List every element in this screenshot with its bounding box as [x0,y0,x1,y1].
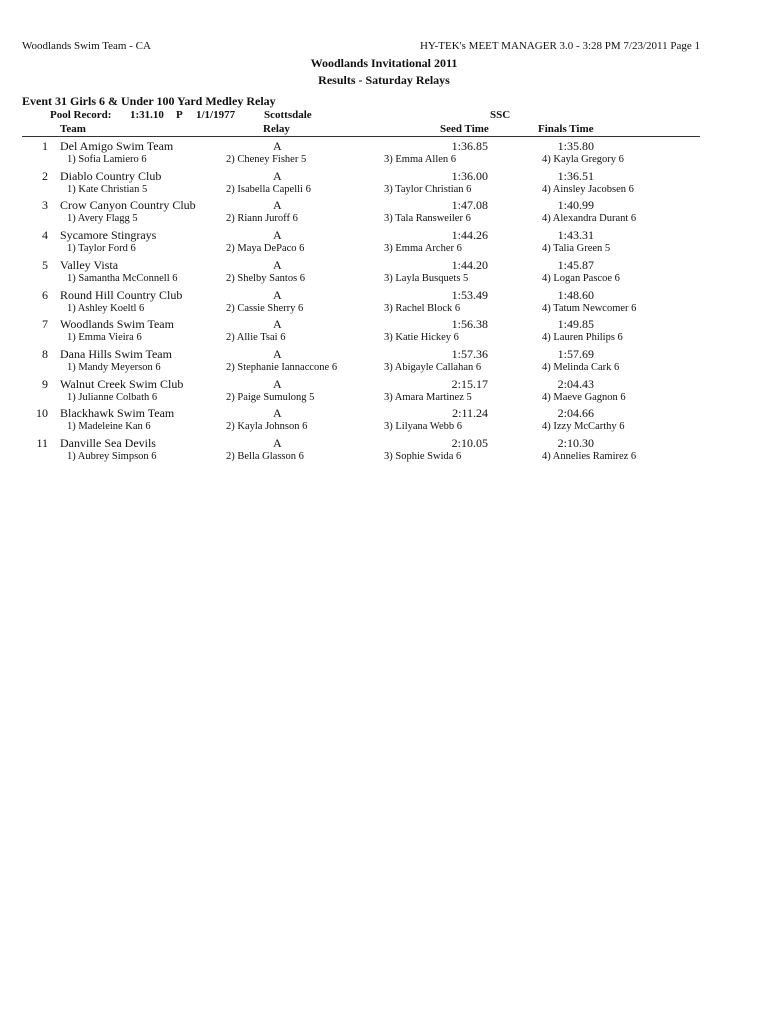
swimmer-4: 4) Izzy McCarthy 6 [542,421,625,433]
swimmer-1: 1) Mandy Meyerson 6 [67,361,161,373]
swimmer-1: 1) Avery Flagg 5 [67,213,138,225]
swimmer-3: 3) Taylor Christian 6 [384,183,472,195]
team-name: Blackhawk Swim Team [60,406,175,421]
seed-time: 2:15.17 [451,376,488,391]
swimmer-3: 3) Tala Ransweiler 6 [384,213,471,225]
result-row [0,377,768,407]
swimmer-3: 3) Katie Hickey 6 [384,332,459,344]
place-cell: 8 [42,346,48,361]
seed-time: 2:10.05 [451,436,488,450]
pool-record-label: Pool Record: [50,109,112,121]
seed-time: 2:11.24 [452,406,488,421]
place-cell: 1 [42,139,48,153]
col-team: Team [60,123,86,135]
swimmer-2: 2) Cheney Fisher 5 [226,154,307,165]
seed-time: 1:44.20 [451,257,488,272]
swimmer-4: 4) Logan Pascoe 6 [542,272,620,284]
swimmer-4: 4) Ainsley Jacobsen 6 [542,183,634,195]
place-cell: 3 [42,198,48,213]
team-name: Diablo Country Club [60,168,162,183]
swimmer-4: 4) Alexandra Durant 6 [542,213,637,225]
relay-letter: A [273,287,282,302]
seed-time: 1:53.49 [451,287,488,302]
swimmer-2: 2) Maya DePaco 6 [226,243,305,255]
finals-time: 1:48.60 [557,287,594,302]
finals-time: 2:04.43 [557,376,594,391]
relay-letter: A [273,228,282,243]
swimmer-4: 4) Lauren Philips 6 [542,332,623,344]
swimmer-3: 3) Layla Busquets 5 [384,272,469,284]
swimmer-3: 3) Lilyana Webb 6 [384,421,462,433]
place-cell: 6 [42,287,48,302]
place-cell: 10 [36,406,48,421]
relay-letter: A [273,198,282,213]
place-cell: 9 [42,376,48,391]
pool-record-ssc: SSC [490,109,511,121]
result-row [0,406,768,436]
swimmer-3: 3) Emma Archer 6 [384,243,462,255]
finals-time: 2:10.30 [557,436,594,450]
pool-record-flag: P [176,109,183,121]
swimmer-3: 3) Sophie Swida 6 [384,451,462,462]
swimmer-4: 4) Tatum Newcomer 6 [542,302,637,314]
team-name: Valley Vista [60,257,119,272]
meet-title: Woodlands Invitational 2011 [310,56,458,70]
result-row [0,169,768,199]
seed-time: 1:44.26 [451,228,488,243]
relay-letter: A [273,257,282,272]
swimmer-4: 4) Kayla Gregory 6 [542,154,624,165]
swimmer-4: 4) Talia Green 5 [542,243,611,255]
swimmer-4: 4) Annelies Ramirez 6 [542,451,637,462]
finals-time: 1:45.87 [557,257,594,272]
result-row [0,288,768,318]
col-finals-time: Finals Time [538,123,594,135]
pool-record-date: 1/1/1977 [196,109,236,121]
place-cell: 2 [42,168,48,183]
place-cell: 7 [42,317,48,332]
finals-time: 1:49.85 [557,317,594,332]
team-name: Sycamore Stingrays [60,228,157,243]
col-seed-time: Seed Time [440,123,489,135]
swimmer-2: 2) Isabella Capelli 6 [226,183,311,195]
place-cell: 11 [36,436,48,450]
team-name: Woodlands Swim Team [60,317,174,332]
event-title: Event 31 Girls 6 & Under 100 Yard Medley Relay [22,94,276,108]
result-row [0,436,768,466]
swimmer-1: 1) Aubrey Simpson 6 [67,451,157,462]
seed-time: 1:56.38 [451,317,488,332]
relay-letter: A [273,317,282,332]
swimmer-1: 1) Taylor Ford 6 [67,243,136,255]
seed-time: 1:36.00 [451,168,488,183]
relay-letter: A [273,406,282,421]
result-row [0,228,768,258]
swimmer-3: 3) Abigayle Callahan 6 [384,361,482,373]
finals-time: 1:57.69 [557,346,594,361]
swimmer-1: 1) Julianne Colbath 6 [67,391,158,403]
relay-letter: A [273,139,282,153]
pool-record-team: Scottsdale [264,109,312,121]
swimmer-3: 3) Rachel Block 6 [384,302,461,314]
team-name: Walnut Creek Swim Club [60,376,184,391]
team-name: Crow Canyon Country Club [60,198,196,213]
swimmer-1: 1) Ashley Koeltl 6 [67,302,145,314]
swimmer-1: 1) Samantha McConnell 6 [67,272,178,284]
swimmer-2: 2) Shelby Santos 6 [226,272,306,284]
finals-time: 1:43.31 [557,228,594,243]
header-left: Woodlands Swim Team - CA [22,40,151,52]
swimmer-4: 4) Melinda Cark 6 [542,361,620,373]
relay-letter: A [273,168,282,183]
relay-letter: A [273,376,282,391]
swimmer-1: 1) Emma Vieira 6 [67,332,142,344]
swimmer-1: 1) Madeleine Kan 6 [67,421,151,433]
results-subtitle: Results - Saturday Relays [318,73,450,87]
team-name: Danville Sea Devils [60,436,156,450]
finals-time: 1:40.99 [557,198,594,213]
team-name: Del Amigo Swim Team [60,139,174,153]
seed-time: 1:57.36 [451,346,488,361]
finals-time: 2:04.66 [557,406,594,421]
swimmer-2: 2) Cassie Sherry 6 [226,302,304,314]
finals-time: 1:36.51 [557,168,594,183]
seed-time: 1:47.08 [451,198,488,213]
relay-letter: A [273,436,282,450]
swimmer-2: 2) Bella Glasson 6 [226,451,304,462]
swimmer-2: 2) Allie Tsai 6 [226,332,286,344]
result-row [0,198,768,228]
swimmer-2: 2) Riann Juroff 6 [226,213,298,225]
finals-time: 1:35.80 [557,139,594,153]
result-row [0,139,768,169]
swimmer-3: 3) Amara Martinez 5 [384,391,472,403]
result-row [0,347,768,377]
result-row [0,317,768,347]
header-divider [22,136,700,137]
place-cell: 4 [42,228,48,243]
swimmer-3: 3) Emma Allen 6 [384,154,457,165]
pool-record-time: 1:31.10 [130,109,164,121]
swimmer-1: 1) Sofia Lamiero 6 [67,154,147,165]
col-relay: Relay [263,123,290,135]
swimmer-2: 2) Stephanie Iannaccone 6 [226,361,338,373]
swimmer-2: 2) Paige Sumulong 5 [226,391,315,403]
place-cell: 5 [42,257,48,272]
swimmer-1: 1) Kate Christian 5 [67,183,148,195]
seed-time: 1:36.85 [451,139,488,153]
swimmer-4: 4) Maeve Gagnon 6 [542,391,626,403]
relay-letter: A [273,346,282,361]
header-right: HY-TEK's MEET MANAGER 3.0 - 3:28 PM 7/23/2011 Page 1 [419,40,700,52]
result-row [0,258,768,288]
team-name: Dana Hills Swim Team [60,346,172,361]
swimmer-2: 2) Kayla Johnson 6 [226,421,308,433]
team-name: Round Hill Country Club [60,287,183,302]
